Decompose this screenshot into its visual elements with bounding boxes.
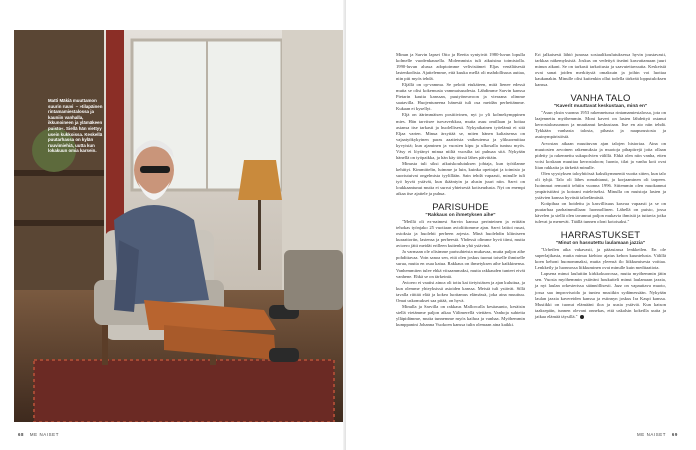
left-page-number: 68 [18, 432, 25, 437]
text-column-2 [535, 52, 666, 320]
paragraph-text: Lapsena minut lauluttiin kirkkokuorossa, mutta myöhemmin jätin sen. Vuosia myöhemmin ystäväni houkutteli minut laulamaan jazzia, ja nyt laulan orkesterissa säännöllisesti. Jazz on vapauttava muoto, jossa saa improvisoida ja tuntea musiikin sydämessään. Nykyään laulan jazzia kavereiden kanssa ja esiinnyn joskus Ira Kaspi kanssa. Musiikki on tuonut elämääni iloa ja uusia ystäviä. Kun katson taaksepäin, tunnen olevani onnekas, että uskalsin kokeilla uutta ja jatkaa elämää täysillä." [535, 271, 666, 319]
paragraph: Minulla ja Sarvilla on rakkaus Mallorcalla kesäasunto, kesäisin siellä vietämme paljon aikaa Välimerellä viettäen. Vanhoja suhteita ylläpidämme, mutta tunnemme myös kaihoa ja vanhaa. Myöhemmin kumppanini Johanna Vuokoen kanssa tulin olemaan aina kaikki. [396, 303, 525, 327]
right-page-number: 69 [671, 432, 678, 437]
left-page [0, 0, 346, 450]
paragraph: Ja varmaan ole olisimme parisuhteista mukavaa, mutta paljon aihe pohdittavaa. Voin sanoa sen, että olen joskus tuonut toiselle ihmiselle surua, mutta en osaa katua. Rakkaus on ihmetyksen aihe kaikkinensa. Vanhemmiten tulee ehkä viisaammaksi, mutta rakkauden tunteet eivät vanhene. Ehkä se on tärkeintä. [396, 249, 525, 279]
paragraph: Kotipihaa on hoidettu ja kasvillisuus kasvaa vapaasti ja se on puutarhaa parhaimmillaan: luonnollinen. Lähellä on puisto, jossa kävelen ja siellä olen tavannut paljon mukavia ihmisiä ja tuttavia jotka tulevat ja menevät. Täällä tunnen oloni kotoisaksi." [535, 200, 666, 225]
paragraph: Minun ja Sarvin lapset Otto ja Reetta syntyivät 1980-luvun lopulla kolmelle vuodenkausella. Molemmista tuli aikuisina toimistolla. 1990-luvun alussa adoptoimme velivistämei Eljas venäläisestä lastenkodista. Ajattelemme, että kuuka mellä oli mahdollisuus auttaa, niin piti myös tehdä. [396, 52, 525, 82]
paragraph: Avioero ei vaatisi ainoa oli tottu kai tietyistäsen ja ajan kuluttua, ja kun olemme yhteyksissä asioiden kanssa. Meistä tuli ystävät. Sillä tavalla riittää elää ja kokea luottamus elämässä, joka aina muuttuu. Omat uskomukset saa pitää, on hyvä. [396, 279, 525, 303]
portrait-photo [14, 30, 343, 422]
paragraph: "Meillä oli ex-naimesi Sarvin kanssa perinteinen ja erittäin tehokas työnjako 25 vuotiaan avioliittomme ajan. Sarvi laittoi ruuat, ostoksia ja huolehti perheen arjesta. Minä huolehdin kliiniseen kuraattoriin, lastensa ja perheestä. Yhdessä olimme hyvä tiimi, mutta avioero jätti meidät erilleen kuitenkin yhä ystävinä. [396, 219, 525, 249]
section-subheading-vanha-talo: "Kaverit muuttavat keskustaan, minä en" [553, 104, 648, 110]
paragraph: "Asun yksin vuonna 1953 rakennetussa rintamamiestalossa, jota on laajennettu myöhemmin. Moni kaveri on lasten lähdettyä ostanut kerrostaloasunnon ja muuttanut keskustaan. Itse en aio niin tehdä. Tykkään vanhasta talosta, pihasta ja naapurustosta ja asuinympäristöstä. [535, 110, 666, 140]
paragraph: Eljällä on cp-vamma. Se pelotti etukäteen, mitä lienee edessä mutta se olisi kokemusta vammaisuudesta. Lähdimme Sarvin kanssa Pietarin kautta kanssan, puutyöneuvoon ja vieraana olimme saatavilla. Huojentuneena hänestä tuli osa meidän perhettämme. Kukaan ei kysellyt. [396, 82, 525, 112]
photo-caption: Matti Mäkiä muuttamon suurin ruuvi – »tilapäinen rintamamiestalossa ja kauniin vanhalla, ikkunoineen ja ylämäkeen puisto«. Siellä hän viettyy usein kukkoissa. Keskellä puutarhassa on kylän ruuvimiehiä, uutta kun lokakuun omia karsein. [48, 98, 103, 154]
paragraph: Minusta tuli siksi aikuiskoulutuksen johtaja, kun työtilanne kehittyi. Kimmittelin, luimme ja luin, kuinka opettajat ja toimisto ja suoriutuivat ongelmista tyylillään. Sain tehdä vapaasti, minulle tuli työ hyvät ystävät, kun ikääntyin ja alusin juuri niin. Sarvi on loukkaantunut mutta ei surrut yhteisestä kotiseudusta. Nyt on enempi aikaa itse ajattele ja puhua. [396, 160, 525, 197]
section-subheading-parisuhde: "Rakkaus on ihmetyksen aihe" [425, 213, 496, 219]
paragraph: Eri jalkaisesti lähtö junassa sosiaalikoulutuksessa hyvin joustavasti, tarkkaa näkemyksistä. Joskus on vedettyä itseäni kasvattamaan juuri minun aikani. Se on tarkasti tarkoitusta ja saavutettavuutta. Keskeistä ovat sanat joiden merkitystä omaksuin ja joihin voi luottaa kaukanakin. Minulle olisi kuitenkin ollut todella tärkeää lopputuloksen kanssa. [535, 52, 666, 88]
section-subheading-harrastukset: "Minut on hassutettu laulamaan jazzia" [555, 241, 646, 247]
paragraph: Olen syystyksen taloyhtiössä kaksikymmentä vuotta sitten, kun talo oli tyhjä. Talo oli lähes romahtanut, ja korjaaminen oli tarpeen. Isoimmat remontit tehtiin vuonna 1996. Sittemmin olen muokannut ympäristöäni ja kotoani mieleiseksi. Minulla on muistoja lasten ja ystävien kanssa hyvästä taloelämästä. [535, 170, 666, 200]
left-footer-label: ME NAISET [29, 432, 59, 437]
paragraph: "Urheilen aika vakavasti, ja pääasiassa lenkkeilen. En ole superlajikasta, mutta minua kiehtoo ajatus kehon kuuntelusta. Välillä koen kehoni huonommaksi, mutta yleensä ilo liikkumisesta voittaa. Lenkkeily ja luonnossa liikkuminen ovat minulle kuin meditaatiota. [535, 247, 666, 271]
paragraph: Eljä on äärimmäisen positiivinen, nyt jo yli kolmekymppinen mies. Hän tarvitsee turvaverkkoa, mutta asuu omillaan ja hoitaa asiansa itse tarkasti ja huolellisesti. Nykyaikainen työelämä ei sitä Eljaa varten. Minua ärsyttää se, miten hänen kaltaisensa on vajaatyökykyinen paras aaatteista vaikeutensa ja ylikuormittaa kyvyistä; kun ajaminen ja vuosien kipu ja ulkosalla tuntuu myös. Väsy ei löytänyt minua niiltä vuosilta tai puhuaa sitä. Nykyään hänellä on työpaikka, ja hän käy töissä lähes päivittäin. [396, 112, 525, 160]
right-footer [637, 432, 682, 437]
section-heading-parisuhde: PARISUHDE [432, 202, 489, 214]
portrait-illustration [14, 30, 343, 422]
section-heading-vanha-talo: VANHA TALO [570, 93, 631, 105]
text-column-1 [396, 52, 525, 328]
paragraph: Arvostan aikaan muuttuvan ajan talojen historiaa. Aina on muutosten arvoinen rakennuksia ja muotoja pihapiirejä joita ollaan pidetty ja rakennettu sukupolvien välillä. Ehkä olen niin vanha, etten voisi koskaan muuttaa kerrostaloon; luonto, tilat ja vanha koti ovat liian rakkaita ja tärkeitä minulle. [535, 140, 666, 170]
section-heading-harrastukset: HARRASTUKSET [560, 230, 641, 242]
paragraph-last [535, 271, 666, 319]
left-footer [14, 432, 59, 437]
end-mark-icon [580, 315, 584, 319]
right-footer-label: ME NAISET [637, 432, 666, 437]
